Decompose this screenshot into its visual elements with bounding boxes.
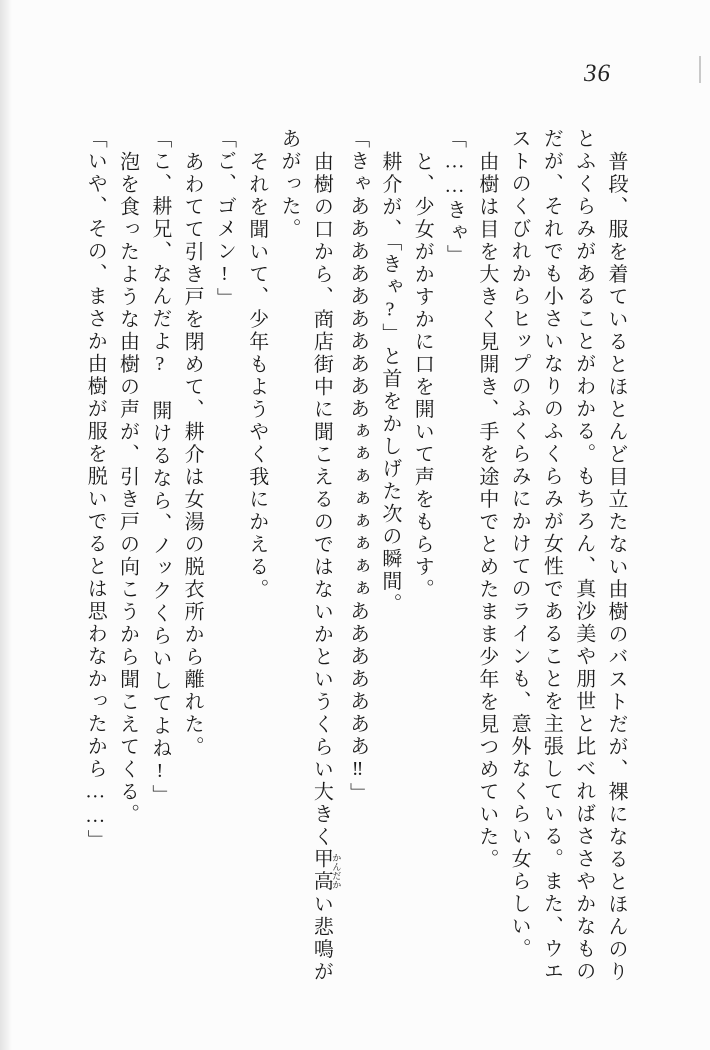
page-number: 36 <box>584 60 611 87</box>
paragraph: 「こ、耕兄、なんだよ? 開けるなら、ノックくらいしてよね!」 <box>148 128 171 807</box>
paragraph: と、少女がかすかに口を開いて声をもらす。 <box>411 150 434 601</box>
furigana-text: かんだか <box>331 848 342 893</box>
paragraph: 「……きゃ」 <box>443 128 466 267</box>
page-gutter-shadow <box>0 0 12 1050</box>
scan-edge-artifact <box>699 56 701 83</box>
paragraph: 普段、服を着ているとほとんど目立たない由樹のバストだが、裸になるとほんのりとふくらみがあることがわかる。もちろん、真沙美や朋世と比べればささやかなものだが、それでも小さいなりのふくらみが女性であることを主張している。また、ウエストのくびれからヒップのふくらみにかけてのラインも、意外なくらい女らしい。 <box>508 128 627 983</box>
furigana-ruby: 甲高 かんだか <box>310 848 342 893</box>
paragraph: 「きゃああああああああああぁぁぁぁぁぁぁぁあああああああ‼」 <box>346 128 369 805</box>
paragraph: 「ご、ゴメン!」 <box>213 128 236 310</box>
paragraph: 由樹の口から、商店街中に聞こえるのではないかというくらい大きく甲高 かんだかい悲鳴があがった。 <box>278 128 342 983</box>
paragraph: 泡を食ったような由樹の声が、引き戸の向こうから聞こえてくる。 <box>116 150 139 826</box>
paragraph: それを聞いて、少年もようやく我にかえる。 <box>245 150 268 601</box>
paragraph: 「いや、その、まさか由樹が服を脱いでるとは思わなかったから……」 <box>84 128 107 852</box>
text-block <box>80 128 632 992</box>
paragraph: 由樹は目を大きく見開き、手を途中でとめたまま少年を見つめていた。 <box>475 150 498 871</box>
paragraph: 耕介が、「きゃ?」と首をかしげた次の瞬間。 <box>378 150 401 615</box>
paragraph: あわてて引き戸を閉めて、耕介は女湯の脱衣所から離れた。 <box>181 150 204 758</box>
